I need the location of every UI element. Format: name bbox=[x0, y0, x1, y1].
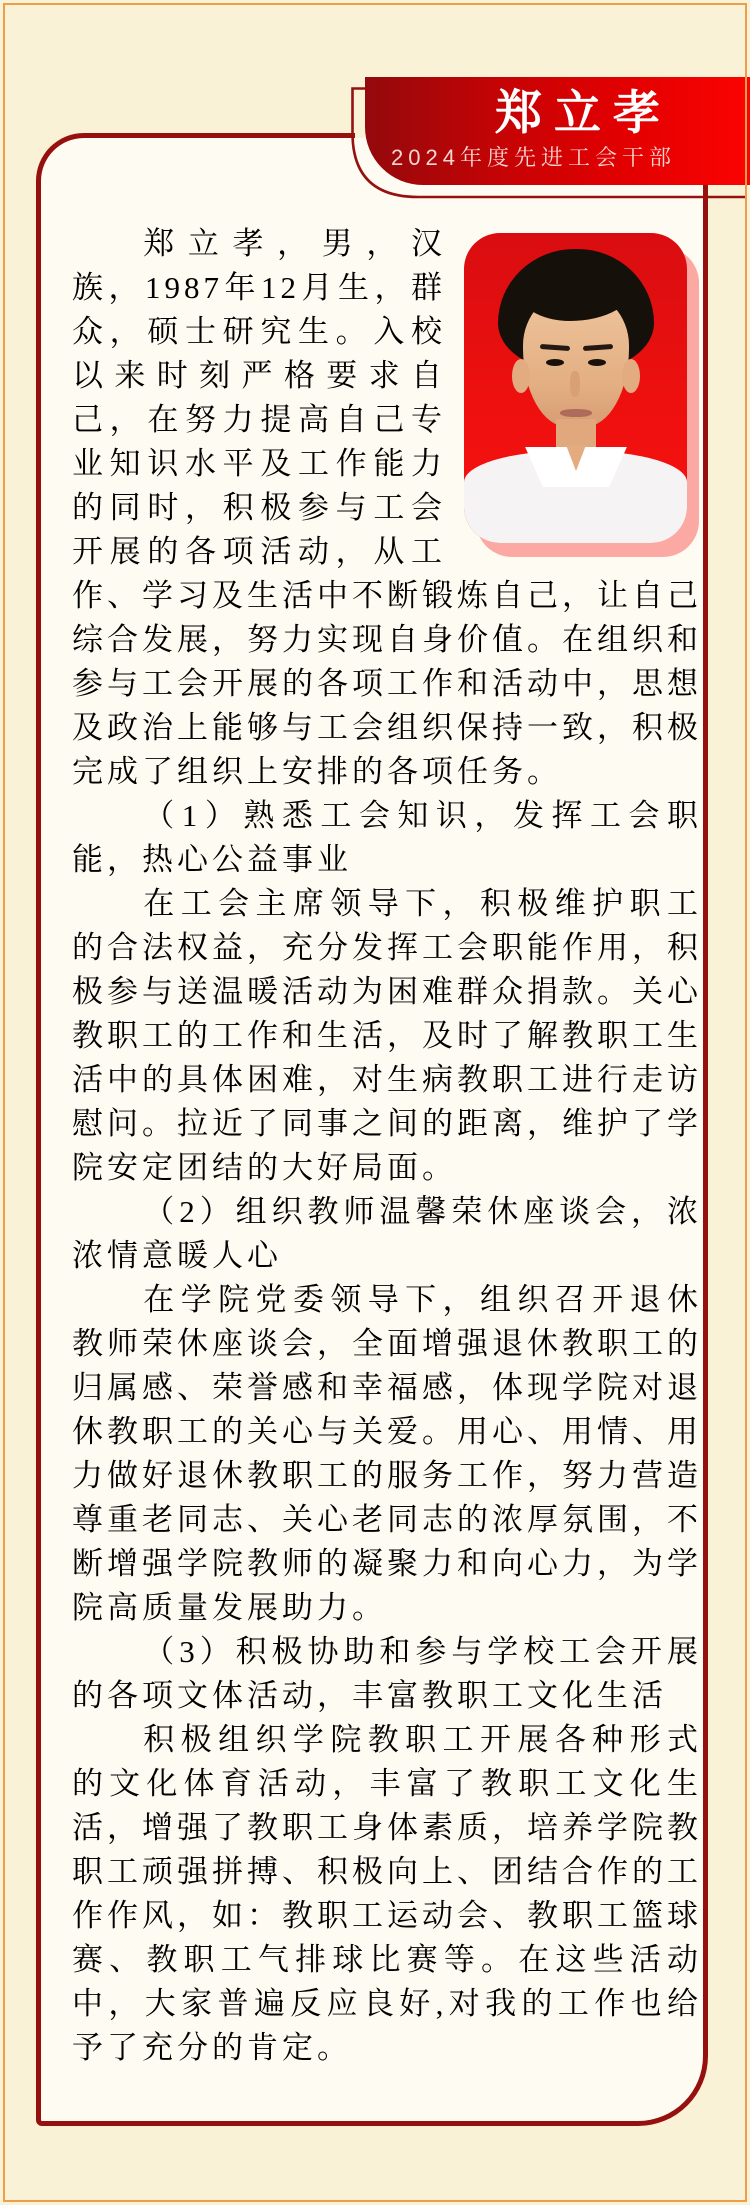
profile-text bbox=[72, 222, 702, 2070]
paragraph-section-3: 积极组织学院教职工开展各种形式的文化体育活动，丰富了教职工文化生活，增强了教职工身体素质，培养学院教职工顽强拼搏、积极向上、团结合作的工作作风，如：教职工运动会、教职工篮球赛、教职工气排球比赛等。在这些活动中，大家普遍反应良好,对我的工作也给予了充分的肯定。 bbox=[72, 1722, 702, 2065]
paragraph-section-2: 在学院党委领导下，组织召开退休教师荣休座谈会，全面增强退休教职工的归属感、荣誉感和幸福感，体现学院对退休教职工的关心与关爱。用心、用情、用力做好退休教职工的服务工作，努力营造尊重老同志、关心老同志的浓厚氛围，不断增强学院教师的凝聚力和向心力，为学院高质量发展助力。 bbox=[72, 1282, 702, 1625]
person-name-title: 郑立孝 bbox=[495, 86, 672, 139]
portrait-eye-right bbox=[588, 359, 606, 366]
paragraph-section-1: 在工会主席领导下，积极维护职工的合法权益，充分发挥工会职能作用，积极参与送温暖活动为困难群众捐款。关心教职工的工作和生活，及时了解教职工生活中的具体困难，对生病教职工进行走访慰问。拉近了同事之间的距离，维护了学院安定团结的大好局面。 bbox=[72, 886, 702, 1185]
portrait-mouth bbox=[560, 409, 592, 417]
portrait-eye-left bbox=[546, 359, 564, 366]
id-photo-block bbox=[464, 222, 702, 554]
award-subtitle: 2024年度先进工会干部 bbox=[391, 145, 676, 170]
portrait-ear-left bbox=[512, 359, 530, 393]
portrait-ear-right bbox=[622, 359, 640, 393]
paragraph-heading-3: （3）积极协助和参与学校工会开展的各项文体活动，丰富教职工文化生活 bbox=[72, 1634, 702, 1713]
name-banner bbox=[365, 77, 750, 185]
paragraph-heading-2: （2）组织教师温馨荣休座谈会，浓浓情意暖人心 bbox=[72, 1194, 702, 1273]
portrait-nose bbox=[570, 371, 580, 397]
paragraph-intro: 郑立孝，男，汉族，1987年12月生，群众，硕士研究生。入校以来时刻严格要求自己，在努力提高自己专业知识水平及工作能力的同时，积极参与工会开展的各项活动，从工作、学习及生活中不断锻炼自己，让自己综合发展，努力实现自身价值。在组织和参与工会开展的各项工作和活动中，思想及政治上能够与工会组织保持一致，积极完成了组织上安排的各项任务。 bbox=[72, 226, 702, 789]
paragraph-heading-1: （1）熟悉工会知识，发挥工会职能，热心公益事业 bbox=[72, 798, 702, 877]
id-photo bbox=[464, 233, 687, 543]
